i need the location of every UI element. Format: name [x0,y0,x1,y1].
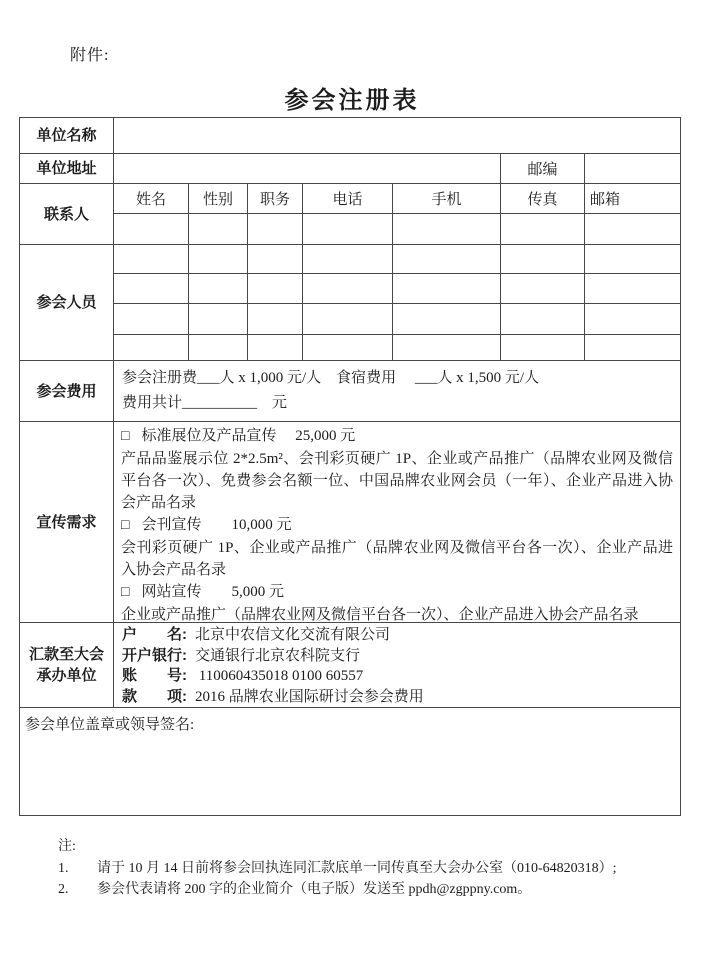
unit-address-input-cell[interactable] [114,154,500,183]
attachment-label: 附件: [70,47,110,64]
booth-option-title: 标准展位及产品宣传 25,000 元 [141,428,356,444]
fee-label: 参会费用 [20,361,113,421]
note-2-number: 2. [58,882,69,897]
remit-account-number-value: 110060435018 0100 60557 [195,668,364,684]
booth-checkbox-icon[interactable]: □ [121,429,130,444]
postal-code-label: 邮编 [501,154,584,183]
remit-account-name-key: 户 名: [122,626,187,643]
remittance-label-line1: 汇款至大会 [28,646,104,663]
participant-input-cell[interactable] [585,274,680,303]
contact-input-cell[interactable] [303,214,392,244]
remit-account-name-row [122,625,672,646]
website-checkbox-icon[interactable]: □ [121,585,130,600]
journal-option-description: 会刊彩页硬广 1P、企业或产品推广（品牌农业网及微信平台各一次）、企业产品进入协会产品名录 [121,540,673,578]
postal-code-input-cell[interactable] [585,154,680,183]
unit-name-label: 单位名称 [20,118,113,153]
participant-input-cell[interactable] [189,245,247,273]
participant-input-cell[interactable] [501,274,584,303]
contact-input-cell[interactable] [501,214,584,244]
participant-input-cell[interactable] [585,335,680,360]
page-title: 参会注册表 [284,87,420,114]
publicity-content-cell [114,422,680,622]
remit-account-name-value: 北京中农信文化交流有限公司 [195,627,391,643]
contact-header-email: 邮箱 [585,184,680,213]
fee-line-registration: 参会注册费___人 x 1,000 元/人 食宿费用 ___人 x 1,500 元/人 [122,370,540,386]
signature-label: 参会单位盖章或领导签名: [25,717,195,733]
remit-account-number-row [122,666,672,687]
participant-input-cell[interactable] [303,335,392,360]
participant-input-cell[interactable] [248,274,302,303]
participant-input-cell[interactable] [114,245,188,273]
remit-payment-item-key: 款 项: [122,687,187,705]
participant-input-cell[interactable] [585,245,680,273]
notes-heading: 注: [58,839,76,854]
participant-input-cell[interactable] [189,274,247,303]
participant-input-cell[interactable] [303,245,392,273]
website-option-description: 企业或产品推广（品牌农业网及微信平台各一次）、企业产品进入协会产品名录 [121,607,639,623]
participant-input-cell[interactable] [248,304,302,334]
participant-input-cell[interactable] [393,335,500,360]
unit-address-label: 单位地址 [20,154,113,183]
participant-input-cell[interactable] [393,304,500,334]
remit-bank-key: 开户银行: [122,646,187,664]
note-2-text: 参会代表请将 200 字的企业简介（电子版）发送至 ppdh@zgppny.com。 [97,882,532,897]
remit-payment-item-value: 2016 品牌农业国际研讨会参会费用 [195,688,424,705]
participant-input-cell[interactable] [501,335,584,360]
contact-header-mobile: 手机 [393,184,500,213]
journal-option-title: 会刊宣传 10,000 元 [141,517,292,533]
notes-section [58,836,668,901]
remittance-label-line2: 承办单位 [36,667,97,684]
contact-header-gender: 性别 [189,184,247,213]
registration-form-table [19,117,681,816]
participant-input-cell[interactable] [248,245,302,273]
remit-bank-row [122,646,672,667]
contact-header-name: 姓名 [114,184,188,213]
participant-input-cell[interactable] [189,304,247,334]
participant-input-cell[interactable] [393,274,500,303]
contact-input-cell[interactable] [585,214,680,244]
note-item-1 [58,858,668,880]
publicity-label: 宣传需求 [20,422,113,622]
fee-content-cell [114,361,680,421]
participant-input-cell[interactable] [114,335,188,360]
contact-input-cell[interactable] [189,214,247,244]
note-1-number: 1. [58,860,69,876]
participant-input-cell[interactable] [393,245,500,273]
remit-bank-value: 交通银行北京农科院支行 [195,647,361,664]
booth-option-description: 产品品鉴展示位 2*2.5m²、会刊彩页硬广 1P、企业或产品推广（品牌农业网及微信平台各一次）、免费参会名额一位、中国品牌农业网会员（一年）、企业产品进入协会产品名录 [121,451,673,511]
remittance-label [20,623,113,707]
participant-input-cell[interactable] [248,335,302,360]
participant-input-cell[interactable] [114,304,188,334]
participant-input-cell[interactable] [585,304,680,334]
fee-line-total: 费用共计__________ 元 [122,395,288,411]
contact-input-cell[interactable] [393,214,500,244]
participant-input-cell[interactable] [189,335,247,360]
participant-input-cell[interactable] [114,274,188,303]
journal-checkbox-icon[interactable]: □ [121,518,130,533]
unit-name-input-cell[interactable] [114,118,680,153]
note-1-text: 请于 10 月 14 日前将参会回执连同汇款底单一同传真至大会办公室（010-64820318）; [97,860,617,876]
contact-header-fax: 传真 [501,184,584,213]
publicity-option-website [121,581,673,604]
note-item-2 [58,879,668,901]
participant-input-cell[interactable] [303,304,392,334]
publicity-option-journal [121,514,673,537]
signature-cell[interactable] [20,708,680,815]
remit-account-number-key: 账 号: [122,667,187,684]
participants-label: 参会人员 [20,245,113,360]
remit-payment-item-row [122,687,672,708]
contact-header-position: 职务 [248,184,302,213]
website-option-title: 网站宣传 5,000 元 [141,584,284,600]
participant-input-cell[interactable] [501,304,584,334]
contact-input-cell[interactable] [114,214,188,244]
contact-header-phone: 电话 [303,184,392,213]
participant-input-cell[interactable] [303,274,392,303]
publicity-option-booth [121,425,673,448]
contact-input-cell[interactable] [248,214,302,244]
remittance-content-cell [114,623,680,707]
contact-label: 联系人 [20,184,113,244]
participant-input-cell[interactable] [501,245,584,273]
